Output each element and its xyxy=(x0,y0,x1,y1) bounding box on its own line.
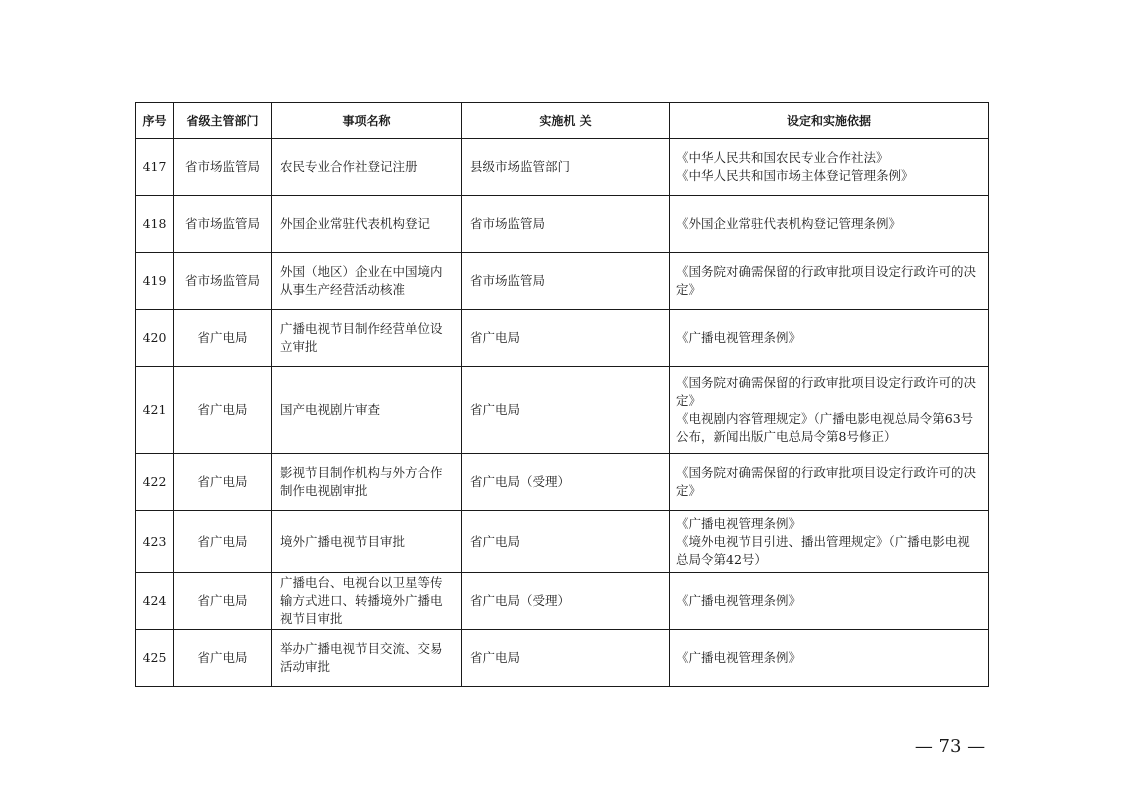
legal-basis-line: 《中华人民共和国农民专业合作社法》 xyxy=(676,150,889,165)
serial-number-cell: 417 xyxy=(136,139,174,196)
item-name-cell: 广播电台、电视台以卫星等传输方式进口、转播境外广播电视节目审批 xyxy=(272,573,462,630)
agency-cell: 省广电局（受理） xyxy=(462,454,670,511)
serial-number-cell: 418 xyxy=(136,196,174,253)
legal-basis-line: 《国务院对确需保留的行政审批项目设定行政许可的决定》 xyxy=(676,465,977,498)
agency-cell: 省广电局 xyxy=(462,310,670,367)
department-cell: 省广电局 xyxy=(174,511,272,573)
legal-basis-cell xyxy=(670,253,989,310)
table-row xyxy=(136,511,989,573)
legal-basis-line: 《广播电视管理条例》 xyxy=(676,650,802,665)
legal-basis-line: 《广播电视管理条例》 xyxy=(676,593,802,608)
table-row xyxy=(136,454,989,511)
legal-basis-line: 《国务院对确需保留的行政审批项目设定行政许可的决定》 xyxy=(676,375,977,408)
item-name-cell: 广播电视节目制作经营单位设立审批 xyxy=(272,310,462,367)
legal-basis-cell xyxy=(670,573,989,630)
agency-cell: 省市场监管局 xyxy=(462,253,670,310)
page-number: — 73 — xyxy=(914,736,986,757)
legal-basis-line: 《广播电视管理条例》 xyxy=(676,330,802,345)
table-header-row xyxy=(136,103,989,139)
legal-basis-line: 《外国企业常驻代表机构登记管理条例》 xyxy=(676,216,902,231)
agency-cell: 县级市场监管部门 xyxy=(462,139,670,196)
header-legal-basis: 设定和实施依据 xyxy=(670,103,989,139)
header-department: 省级主管部门 xyxy=(174,103,272,139)
serial-number-cell: 419 xyxy=(136,253,174,310)
item-name-cell: 外国企业常驻代表机构登记 xyxy=(272,196,462,253)
agency-cell: 省广电局（受理） xyxy=(462,573,670,630)
table-row xyxy=(136,630,989,687)
department-cell: 省广电局 xyxy=(174,573,272,630)
legal-basis-line: 《广播电视管理条例》 xyxy=(676,515,802,531)
legal-basis-cell xyxy=(670,310,989,367)
legal-basis-line: 《境外电视节目引进、播出管理规定》（广播电影电视总局令第42号） xyxy=(676,533,970,567)
item-name-cell: 外国（地区）企业在中国境内从事生产经营活动核准 xyxy=(272,253,462,310)
item-name-cell: 举办广播电视节目交流、交易活动审批 xyxy=(272,630,462,687)
item-name-cell: 农民专业合作社登记注册 xyxy=(272,139,462,196)
serial-number-cell: 424 xyxy=(136,573,174,630)
agency-cell: 省广电局 xyxy=(462,511,670,573)
agency-cell: 省广电局 xyxy=(462,630,670,687)
item-name-cell: 影视节目制作机构与外方合作制作电视剧审批 xyxy=(272,454,462,511)
department-cell: 省广电局 xyxy=(174,310,272,367)
header-item-name: 事项名称 xyxy=(272,103,462,139)
table-row xyxy=(136,367,989,454)
legal-basis-line: 《中华人民共和国市场主体登记管理条例》 xyxy=(676,168,914,183)
legal-basis-cell xyxy=(670,139,989,196)
item-name-cell: 境外广播电视节目审批 xyxy=(272,511,462,573)
table-row xyxy=(136,196,989,253)
department-cell: 省广电局 xyxy=(174,454,272,511)
department-cell: 省广电局 xyxy=(174,367,272,454)
table-row xyxy=(136,139,989,196)
item-name-cell: 国产电视剧片审查 xyxy=(272,367,462,454)
department-cell: 省市场监管局 xyxy=(174,196,272,253)
table-row xyxy=(136,573,989,630)
agency-cell: 省市场监管局 xyxy=(462,196,670,253)
legal-basis-cell xyxy=(670,196,989,253)
serial-number-cell: 420 xyxy=(136,310,174,367)
agency-cell: 省广电局 xyxy=(462,367,670,454)
serial-number-cell: 425 xyxy=(136,630,174,687)
legal-basis-cell xyxy=(670,511,989,573)
table-row xyxy=(136,310,989,367)
serial-number-cell: 422 xyxy=(136,454,174,511)
legal-basis-line: 《电视剧内容管理规定》（广播电影电视总局令第63号公布，新闻出版广电总局令第8号修正） xyxy=(676,411,974,444)
serial-number-cell: 421 xyxy=(136,367,174,454)
header-implementing-agency: 实施机 关 xyxy=(462,103,670,139)
legal-basis-cell xyxy=(670,454,989,511)
legal-basis-cell xyxy=(670,630,989,687)
department-cell: 省市场监管局 xyxy=(174,139,272,196)
header-serial-number: 序号 xyxy=(136,103,174,139)
serial-number-cell: 423 xyxy=(136,511,174,573)
legal-basis-line: 《国务院对确需保留的行政审批项目设定行政许可的决定》 xyxy=(676,264,977,297)
table-row xyxy=(136,253,989,310)
approval-items-table xyxy=(135,102,989,687)
legal-basis-cell xyxy=(670,367,989,454)
department-cell: 省市场监管局 xyxy=(174,253,272,310)
department-cell: 省广电局 xyxy=(174,630,272,687)
